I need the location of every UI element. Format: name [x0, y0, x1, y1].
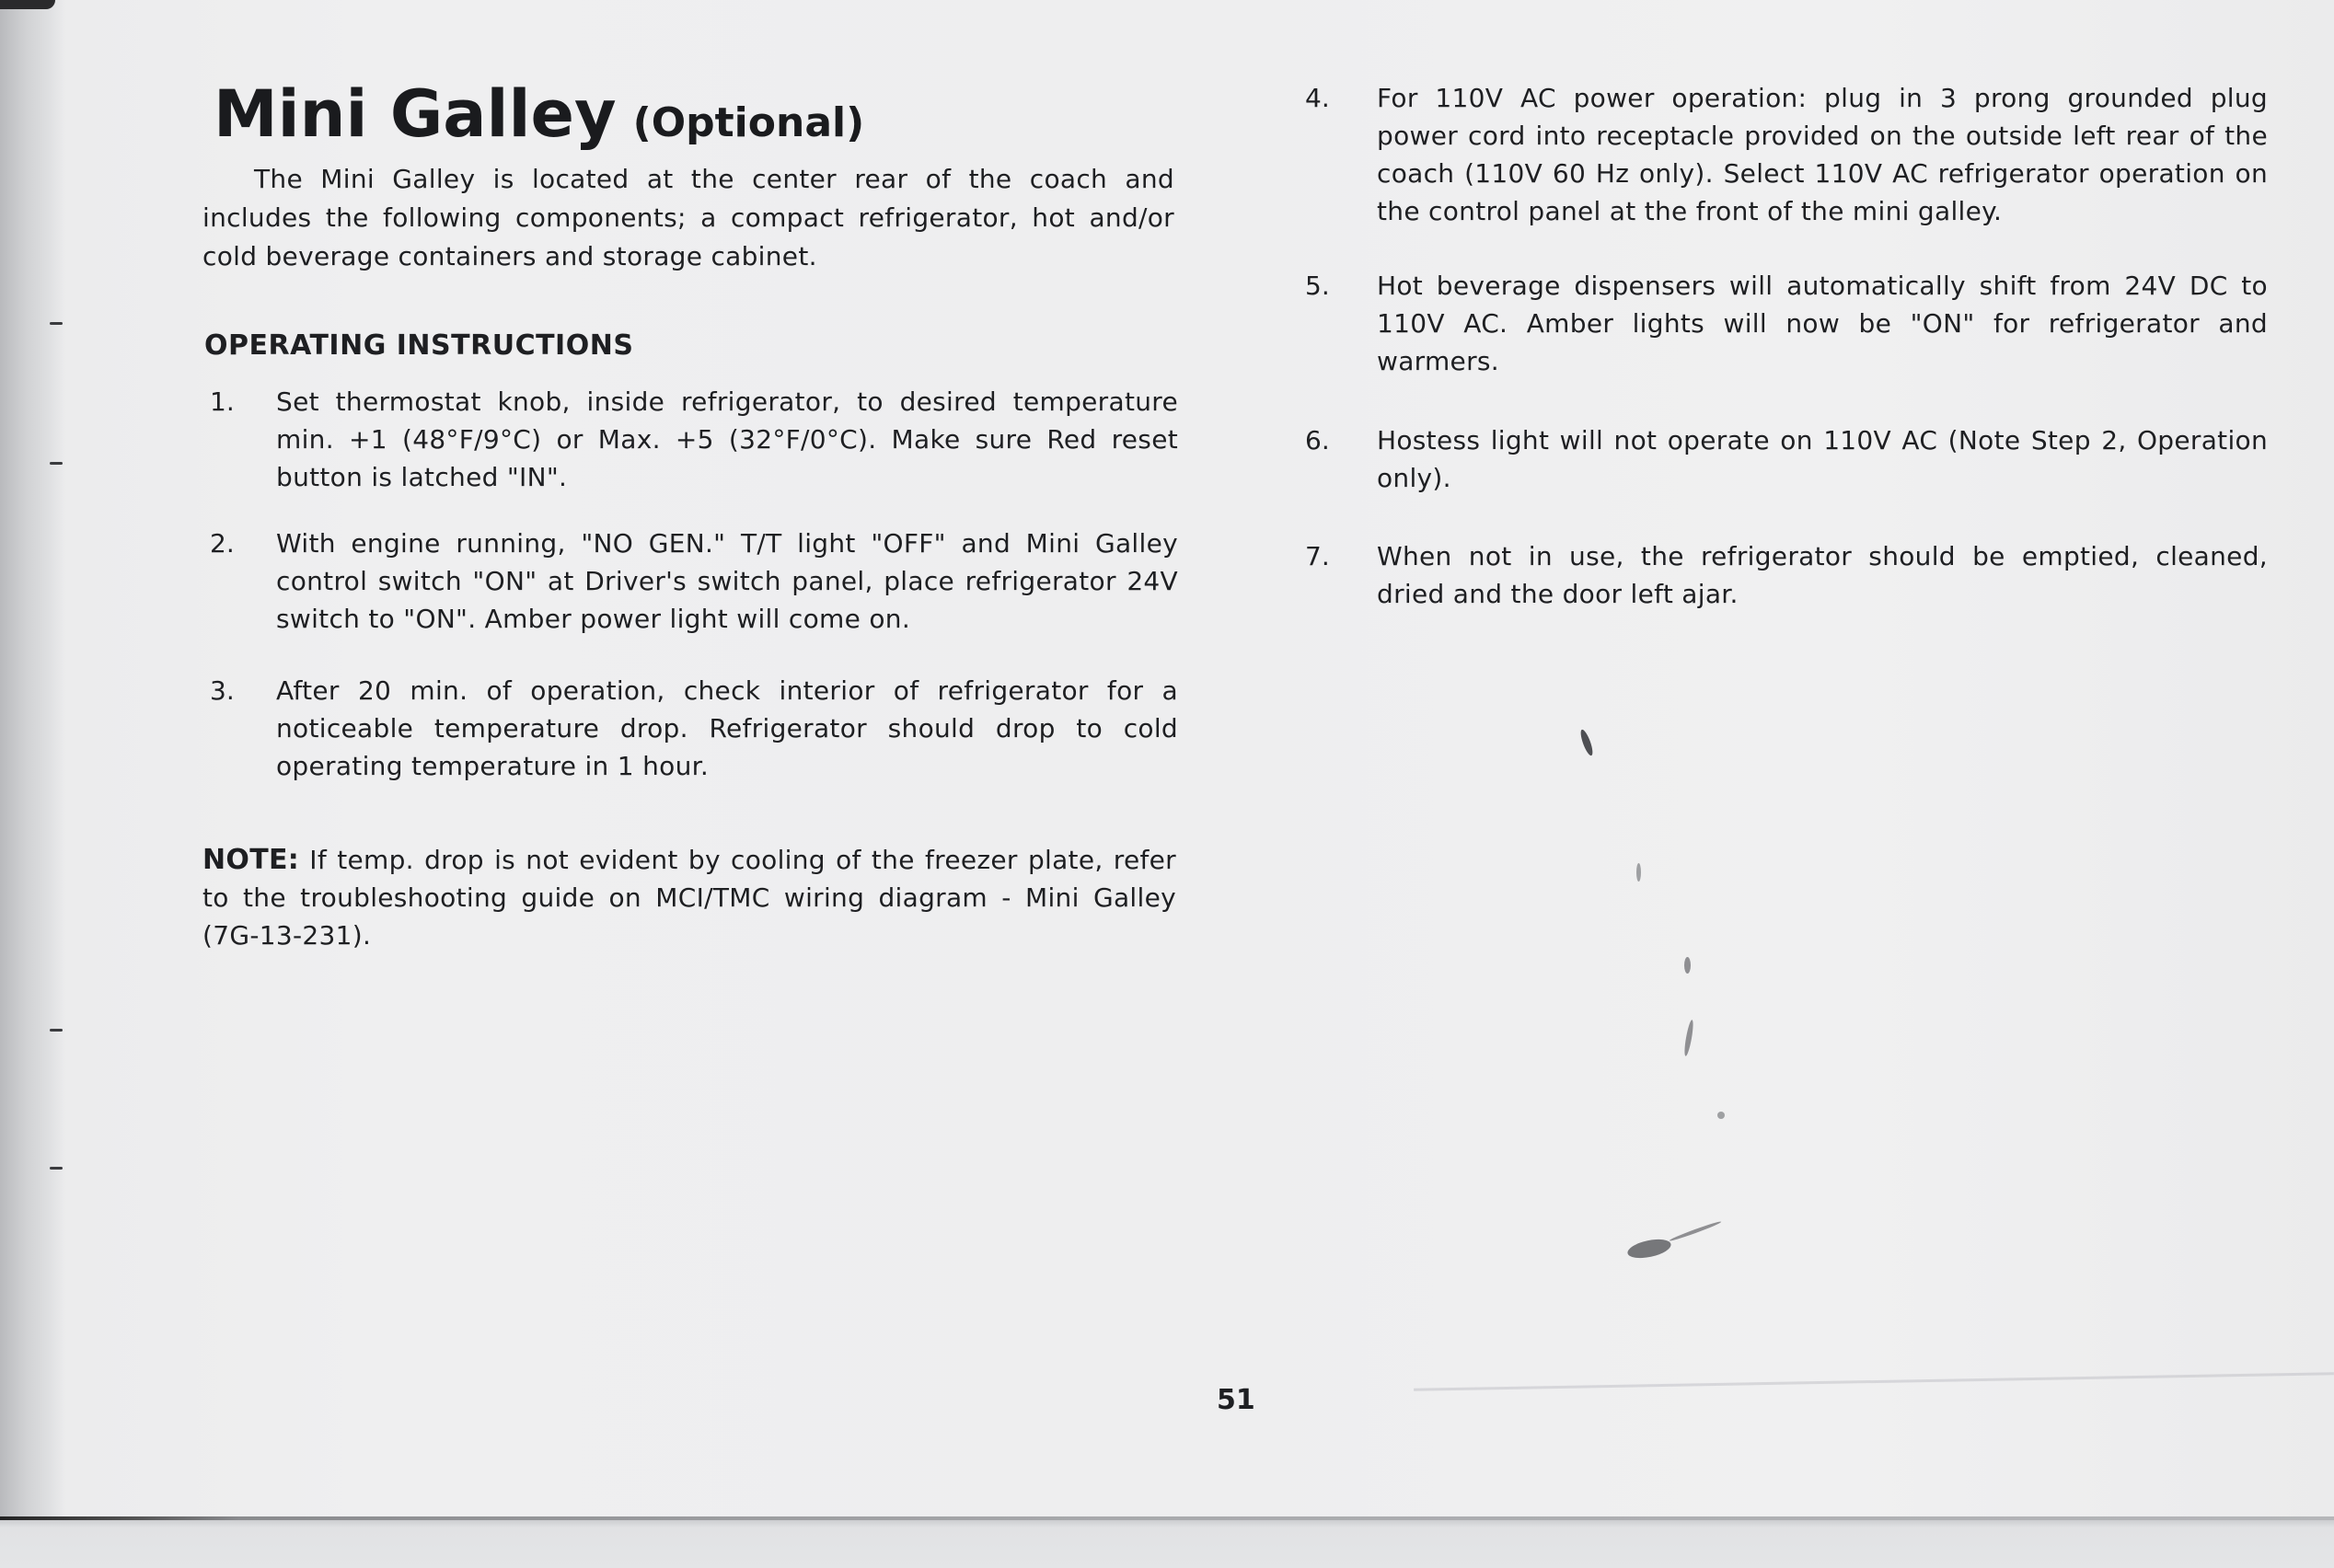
note-label: NOTE: — [202, 844, 300, 876]
page-corner-shadow — [0, 0, 55, 9]
step-number: 1. — [210, 386, 235, 417]
page-bottom-edge — [0, 1516, 2334, 1520]
ink-smudge — [1578, 729, 1595, 757]
page-title — [214, 75, 864, 162]
background-surface — [0, 1518, 2334, 1568]
title-suffix: (Optional) — [632, 99, 865, 146]
ink-smudge — [1683, 1020, 1695, 1056]
binding-mark — [50, 1029, 63, 1032]
step-number: 6. — [1305, 425, 1330, 455]
ink-smudge — [1636, 863, 1641, 882]
step-text: Hot beverage dispensers will automatically shift from 24V DC to 110V AC. Amber lights will now be "ON" for refrigerator and warmers. — [1377, 271, 2268, 376]
note-paragraph — [202, 841, 1176, 954]
step-number: 5. — [1305, 271, 1330, 301]
ink-smudge — [1717, 1112, 1725, 1119]
step-number: 3. — [210, 675, 235, 706]
step-text: For 110V AC power operation: plug in 3 prong grounded plug power cord into receptacle provided on the outside left rear of the coach (110V 60 Hz only). Select 110V AC refrigerator operation on the control panel at the front of the mini galley. — [1377, 83, 2268, 226]
step-number: 7. — [1305, 541, 1330, 571]
step-text: With engine running, "NO GEN." T/T light "OFF" and Mini Galley control switch "ON" at Driver's switch panel, place refrigerator 24V switch to "ON". Amber power light will come on. — [276, 528, 1178, 634]
step-text: After 20 min. of operation, check interior of refrigerator for a noticeable temperature drop. Refrigerator should drop to cold operating temperature in 1 hour. — [276, 675, 1178, 781]
step-text: Hostess light will not operate on 110V AC (Note Step 2, Operation only). — [1377, 425, 2268, 493]
binding-mark — [50, 322, 63, 325]
note-text: If temp. drop is not evident by cooling of the freezer plate, refer to the troubleshooting guide on MCI/TMC wiring diagram - Mini Galley (7G-13-231). — [202, 845, 1176, 951]
page-number: 51 — [1217, 1384, 1255, 1416]
step-number: 4. — [1305, 83, 1330, 113]
page-crease — [1414, 1372, 2334, 1390]
binding-shadow — [0, 0, 64, 1518]
binding-mark — [50, 462, 63, 465]
step-text: Set thermostat knob, inside refrigerator, to desired temperature min. +1 (48°F/9°C) or Max. +5 (32°F/0°C). Make sure Red reset button is latched "IN". — [276, 386, 1178, 492]
step-number: 2. — [210, 528, 235, 559]
ink-smudge — [1669, 1220, 1722, 1242]
title-main: Mini Galley — [214, 76, 617, 152]
ink-smudge — [1684, 957, 1691, 974]
section-heading: OPERATING INSTRUCTIONS — [204, 329, 634, 362]
step-text: When not in use, the refrigerator should be emptied, cleaned, dried and the door left ajar. — [1377, 541, 2268, 609]
ink-smudge — [1626, 1236, 1673, 1262]
intro-paragraph: The Mini Galley is located at the center rear of the coach and includes the following components; a compact refrigerator, hot and/or cold beverage containers and storage cabinet. — [202, 164, 1174, 271]
binding-mark — [50, 1167, 63, 1170]
